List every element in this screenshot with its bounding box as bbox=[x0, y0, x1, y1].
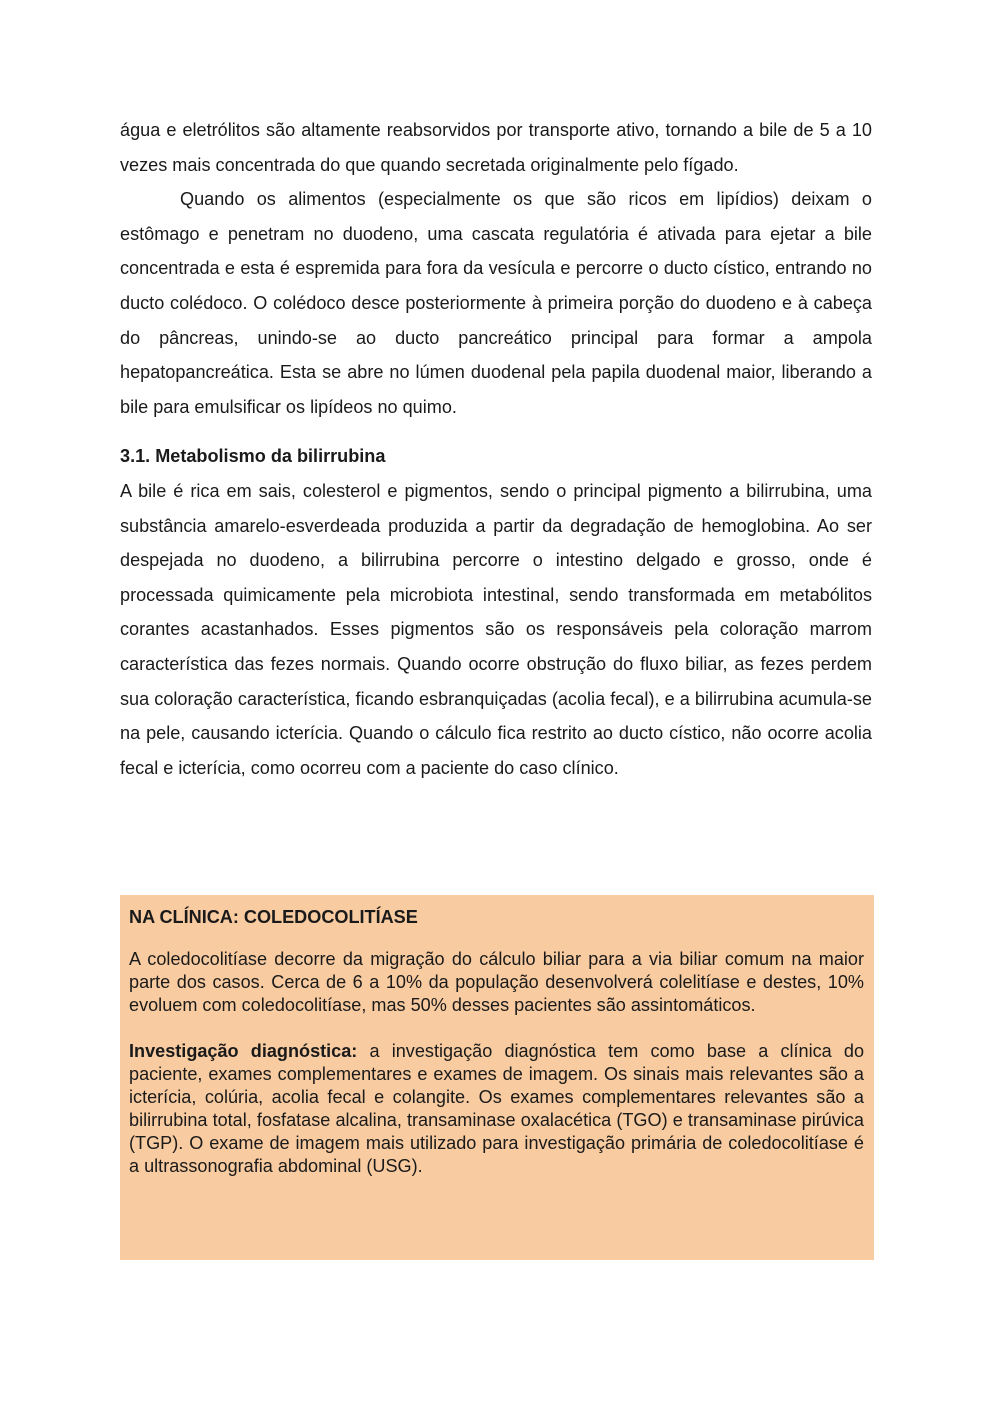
clinic-callout-box bbox=[120, 895, 874, 1260]
clinic-box-paragraph-1: A coledocolitíase decorre da migração do cálculo biliar para a via biliar comum na maior parte dos casos. Cerca de 6 a 10% da população desenvolverá colelitíase e destes, 10% evoluem com coledocolitíase, mas 50% desses pacientes são assintomáticos. bbox=[129, 949, 864, 1015]
diagnosis-label: Investigação diagnóstica: bbox=[129, 1041, 358, 1061]
clinic-box-diagnosis-paragraph bbox=[129, 1040, 864, 1178]
section-paragraph: A bile é rica em sais, colesterol e pigmentos, sendo o principal pigmento a bilirrubina, uma substância amarelo-esverdeada produzida a partir da degradação de hemoglobina. Ao ser despejada no duodeno, a bilirrubina percorre o intestino delgado e grosso, onde é processada quimicamente pela microbiota intestinal, sendo transformada em metabólitos corantes acastanhados. Esses pigmentos são os responsáveis pela coloração marrom característica das fezes normais. Quando ocorre obstrução do fluxo biliar, as fezes perdem sua coloração característica, ficando esbranquiçadas (acolia fecal), e a bilirrubina acumula-se na pele, causando icterícia. Quando o cálculo fica restrito ao ducto cístico, não ocorre acolia fecal e icterícia, como ocorreu com a paciente do caso clínico. bbox=[120, 480, 872, 778]
document-body bbox=[120, 113, 872, 785]
diagnosis-text: a investigação diagnóstica tem como base a clínica do paciente, exames complementares e exames de imagem. Os sinais mais relevantes são a icterícia, colúria, acolia fecal e colangite. Os exames complementares relevantes são a bilirrubina total, fosfatase alcalina, transaminase oxalacética (TGO) e transaminase pirúvica (TGP). O exame de imagem mais utilizado para investigação primária de coledocolitíase é a ultrassonografia abdominal (USG). bbox=[129, 1041, 865, 1176]
intro-paragraph-2: Quando os alimentos (especialmente os que são ricos em lipídios) deixam o estômago e penetram no duodeno, uma cascata regulatória é ativada para ejetar a bile concentrada e esta é espremida para fora da vesícula e percorre o ducto cístico, entrando no ducto colédoco. O colédoco desce posteriormente à primeira porção do duodeno e à cabeça do pâncreas, unindo-se ao ducto pancreático principal para formar a ampola hepatopancreática. Esta se abre no lúmen duodenal pela papila duodenal maior, liberando a bile para emulsificar os lipídeos no quimo. bbox=[120, 189, 872, 417]
section-heading: 3.1. Metabolismo da bilirrubina bbox=[120, 446, 386, 467]
clinic-box-title: NA CLÍNICA: COLEDOCOLITÍASE bbox=[129, 907, 418, 927]
intro-paragraph-1: água e eletrólitos são altamente reabsorvidos por transporte ativo, tornando a bile de 5 a 10 vezes mais concentrada do que quando secretada originalmente pelo fígado. bbox=[120, 120, 872, 175]
